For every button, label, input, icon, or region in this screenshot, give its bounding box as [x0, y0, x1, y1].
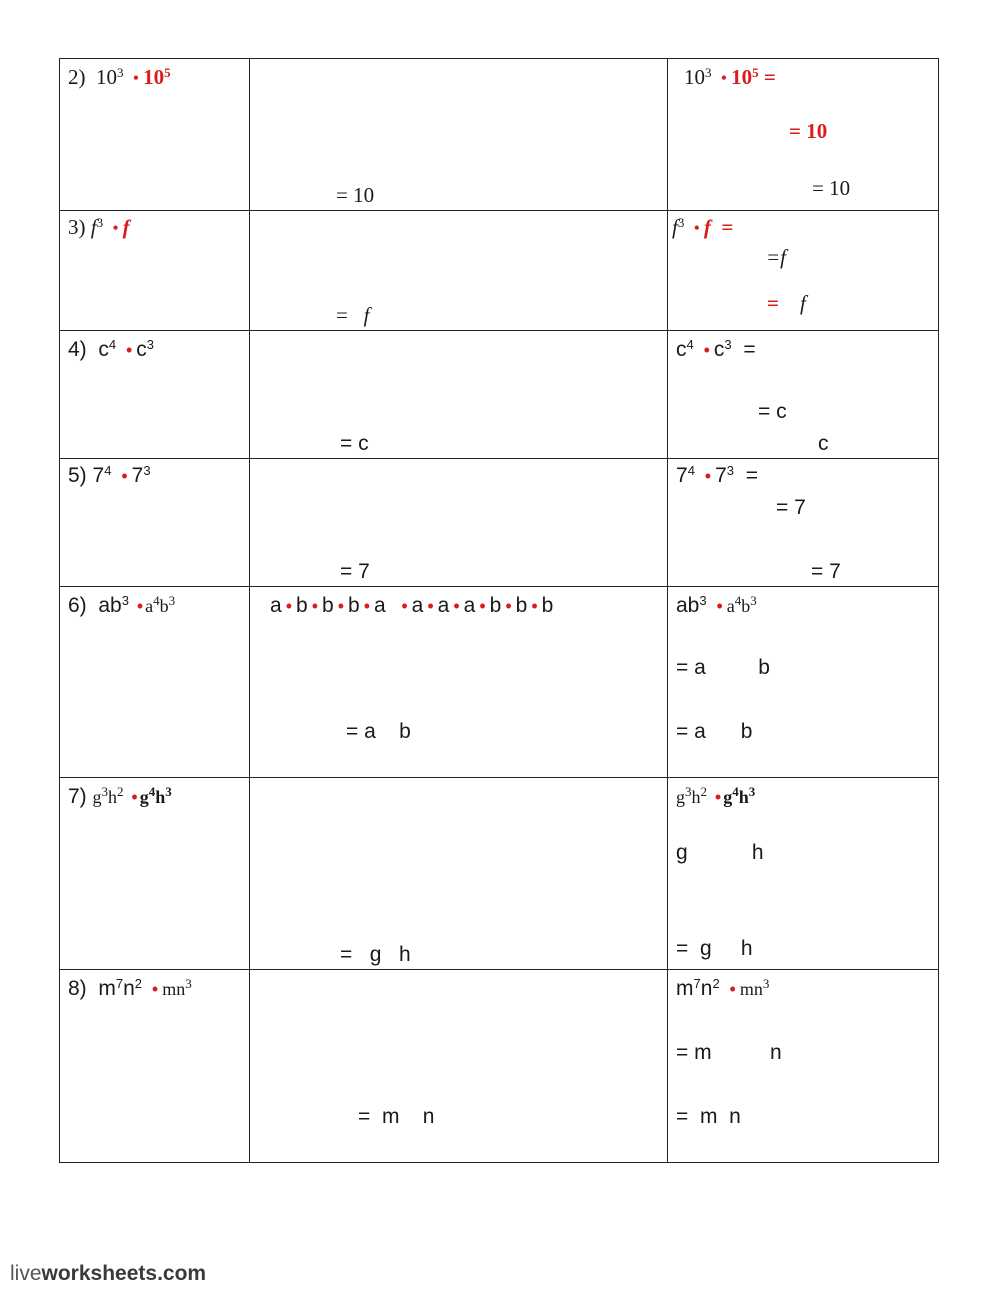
answer-line-1: $10^3$ • $10^5$ = — [684, 64, 776, 89]
table-row — [59, 58, 939, 211]
work-cell — [249, 58, 668, 211]
work-result: = f — [336, 303, 370, 327]
work-cell — [249, 969, 668, 1163]
exercise-table — [59, 58, 939, 1163]
table-row — [59, 777, 939, 970]
work-result: = g h — [340, 943, 411, 966]
answer-line-1: $m^7n^2$ • $mn^3$ — [676, 975, 770, 1000]
table-row — [59, 586, 939, 778]
problem-cell — [59, 58, 250, 211]
answer-line-2: = 7 — [776, 496, 806, 519]
problem-cell — [59, 210, 250, 331]
work-cell — [249, 210, 668, 331]
answer-line-3: = m n — [676, 1105, 741, 1128]
answer-line-3: = g h — [676, 937, 753, 960]
work-result: = c — [340, 432, 369, 455]
answer-line-1: $c^4$ • $c^3$ = — [676, 336, 756, 361]
problem-expression: 3) $f^3$ • f — [68, 214, 130, 239]
answer-line-3: = f — [767, 291, 806, 315]
answer-line-1: $f^3$ • f = — [672, 214, 734, 239]
answer-line-1: $g^3h^2$ • $g^4h^3$ — [676, 783, 756, 807]
answer-cell — [667, 586, 939, 778]
answer-cell — [667, 969, 939, 1163]
problem-expression: 4) $c^4$ • $c^3$ — [68, 336, 155, 361]
problem-cell — [59, 330, 250, 459]
table-row — [59, 969, 939, 1163]
answer-line-2: = 10 — [789, 119, 828, 143]
table-row — [59, 458, 939, 587]
work-result: = m n — [358, 1105, 435, 1128]
work-result: = 10 — [336, 183, 375, 207]
problem-cell — [59, 777, 250, 970]
problem-cell — [59, 969, 250, 1163]
problem-expression: 5) $7^4$ • $7^3$ — [68, 462, 151, 487]
answer-line-3: = 10 — [812, 176, 851, 200]
answer-line-2: = m n — [676, 1041, 782, 1064]
work-cell — [249, 777, 668, 970]
problem-expression: 8) $m^7n^2$ • $mn^3$ — [68, 975, 192, 1000]
answer-cell — [667, 210, 939, 331]
answer-line-2: g h — [676, 841, 764, 864]
expanded-product: a • b • b • b • a • a • a • a • b • b • b — [270, 594, 554, 617]
answer-line-3: c — [818, 432, 829, 455]
problem-cell — [59, 458, 250, 587]
problem-cell — [59, 586, 250, 778]
problem-expression: 2) $10^3$ • $10^5$ — [68, 64, 171, 89]
answer-cell — [667, 777, 939, 970]
answer-cell — [667, 458, 939, 587]
table-row — [59, 210, 939, 331]
answer-line-2: =f — [766, 245, 787, 269]
work-cell — [249, 586, 668, 778]
answer-line-2: = a b — [676, 656, 770, 679]
liveworksheets-logo: liveworksheets.com — [10, 1262, 207, 1285]
answer-line-3: = a b — [676, 720, 753, 743]
table-row — [59, 330, 939, 459]
problem-expression: 7) $g^3h^2$ • $g^4h^3$ — [68, 783, 172, 808]
work-cell — [249, 330, 668, 459]
answer-line-1: $7^4$ • $7^3$ = — [676, 462, 758, 487]
answer-line-3: = 7 — [811, 560, 841, 583]
answer-line-2: = c — [758, 400, 787, 423]
work-result: = 7 — [340, 560, 370, 583]
problem-expression: 6) $ab^3$ • $a^4b^3$ — [68, 592, 176, 617]
answer-cell — [667, 330, 939, 459]
work-result: = a b — [346, 720, 411, 743]
answer-cell — [667, 58, 939, 211]
work-cell — [249, 458, 668, 587]
answer-line-1: $ab^3$ • $a^4b^3$ — [676, 592, 757, 617]
